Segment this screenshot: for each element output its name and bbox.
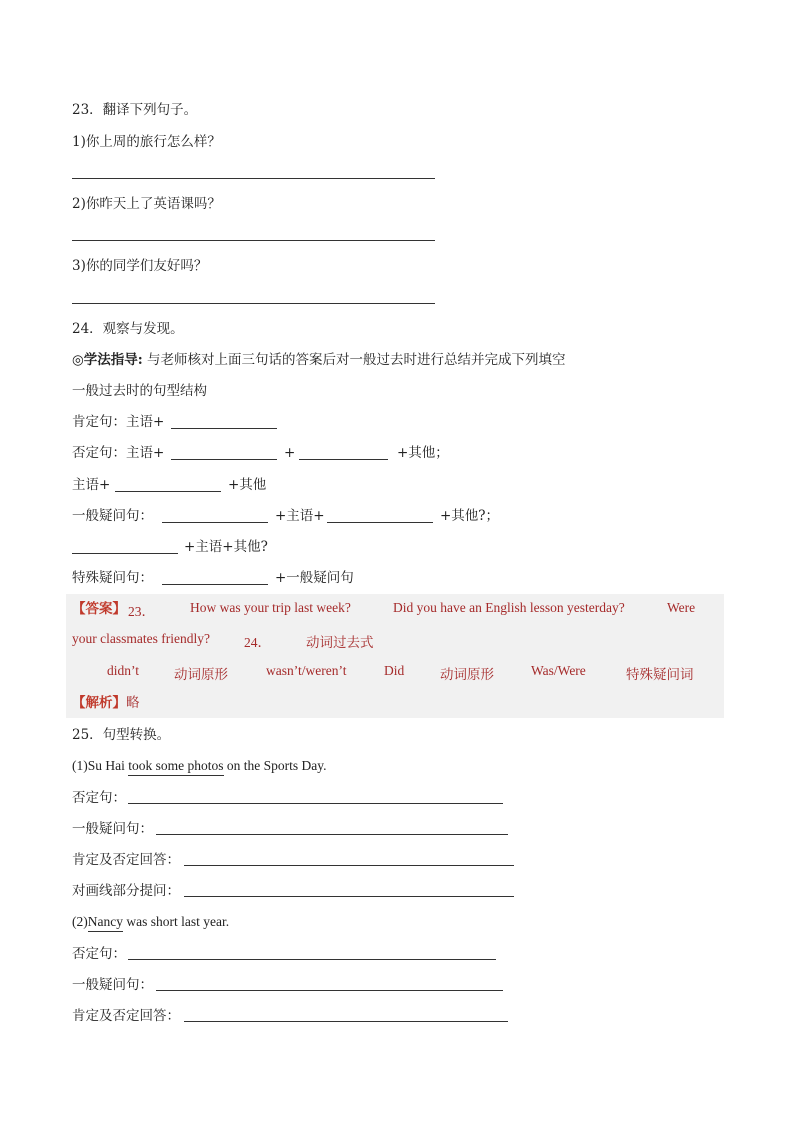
s1-negative-blank[interactable] [128,803,503,804]
s1-negative-label: 否定句： [72,790,126,806]
answer-23-2: Did you have an English lesson yesterday? [393,600,625,615]
negative-be-other: +其他 [228,477,267,493]
s1-underlined: took some photos [128,757,223,776]
general-q-subject: +主语+ [275,508,325,524]
q23-answer-blank-3[interactable] [72,303,435,304]
q25-title: 25．句型转换。 [72,727,171,743]
answer-24-6: 动词原形 [440,667,494,682]
s1-suffix: on the Sports Day. [223,758,327,773]
answer-23-3a: Were [667,600,696,615]
answer-q24-num: 24． [244,635,271,650]
structure-title: 一般过去时的句型结构 [72,383,207,399]
answer-24-5: Did [384,663,405,678]
special-q-suffix: +一般疑问句 [275,570,354,586]
answer-24-1: 动词过去式 [306,635,374,650]
answer-24-8: 特殊疑问词 [626,667,694,682]
answer-24-3: 动词原形 [174,667,228,682]
guide-label: 学法指导: [83,352,143,368]
negative-be-subject: 主语+ [72,477,111,493]
affirmative-label: 肯定句：主语+ [72,414,165,430]
q25-sentence-2 [72,913,229,932]
s2-negative-label: 否定句： [72,946,126,962]
general-q-other: +其他?； [440,508,500,524]
guide-text: 与老师核对上面三句话的答案后对一般过去时进行总结并完成下列填空 [142,352,566,368]
q24-title: 24．观察与发现。 [72,321,184,337]
negative-other: +其他； [397,445,449,461]
s1-question-blank[interactable] [184,896,514,897]
q23-answer-blank-1[interactable] [72,178,435,179]
s2-suffix: was short last year. [122,914,230,929]
general-q-blank-1[interactable] [162,522,268,523]
negative-blank-2[interactable] [299,459,388,460]
s2-negative-blank[interactable] [128,959,496,960]
s2-underlined: Nancy [88,913,123,932]
s1-question-label: 对画线部分提问： [72,883,180,899]
analysis-row [72,694,140,712]
target-icon: ◎ [72,352,84,368]
s2-answers-blank[interactable] [184,1021,508,1022]
answer-label: 【答案】 [72,601,126,617]
s1-prefix: (1)Su Hai [72,758,129,773]
q24-guide [72,351,566,369]
negative-plus: + [284,445,296,461]
s2-general-q-label: 一般疑问句： [72,977,153,993]
q23-item-2: 2)你昨天上了英语课吗？ [72,196,221,212]
analysis-label: 【解析】 [72,695,126,711]
special-q-label: 特殊疑问句： [72,570,153,586]
answer-24-4: wasn’t/weren’t [266,663,347,678]
q23-title: 23．翻译下列句子。 [72,102,198,118]
s2-answers-label: 肯定及否定回答： [72,1008,180,1024]
s2-general-q-blank[interactable] [156,990,503,991]
s1-general-q-blank[interactable] [156,834,508,835]
s1-answers-blank[interactable] [184,865,514,866]
general-q-be-blank[interactable] [72,553,178,554]
general-q-be-rest: +主语+其他? [184,539,268,555]
affirmative-blank[interactable] [171,428,277,429]
negative-be-blank[interactable] [115,491,221,492]
answer-24-2: didn’t [107,663,140,678]
negative-label: 否定句：主语+ [72,445,165,461]
negative-blank-1[interactable] [171,459,277,460]
q25-sentence-1 [72,757,327,776]
answer-q23-num: 23． [128,604,155,619]
special-q-blank[interactable] [162,584,268,585]
answer-23-1: How was your trip last week? [190,600,351,615]
analysis-text: 略 [126,695,140,711]
s2-prefix: (2) [72,914,88,929]
answer-24-7: Was/Were [531,663,586,678]
general-q-label: 一般疑问句： [72,508,153,524]
q23-item-1: 1)你上周的旅行怎么样？ [72,134,221,150]
s1-general-q-label: 一般疑问句： [72,821,153,837]
q23-answer-blank-2[interactable] [72,240,435,241]
q23-item-3: 3)你的同学们友好吗？ [72,258,208,274]
s1-answers-label: 肯定及否定回答： [72,852,180,868]
general-q-blank-2[interactable] [327,522,433,523]
answer-23-3b: your classmates friendly? [72,631,210,646]
